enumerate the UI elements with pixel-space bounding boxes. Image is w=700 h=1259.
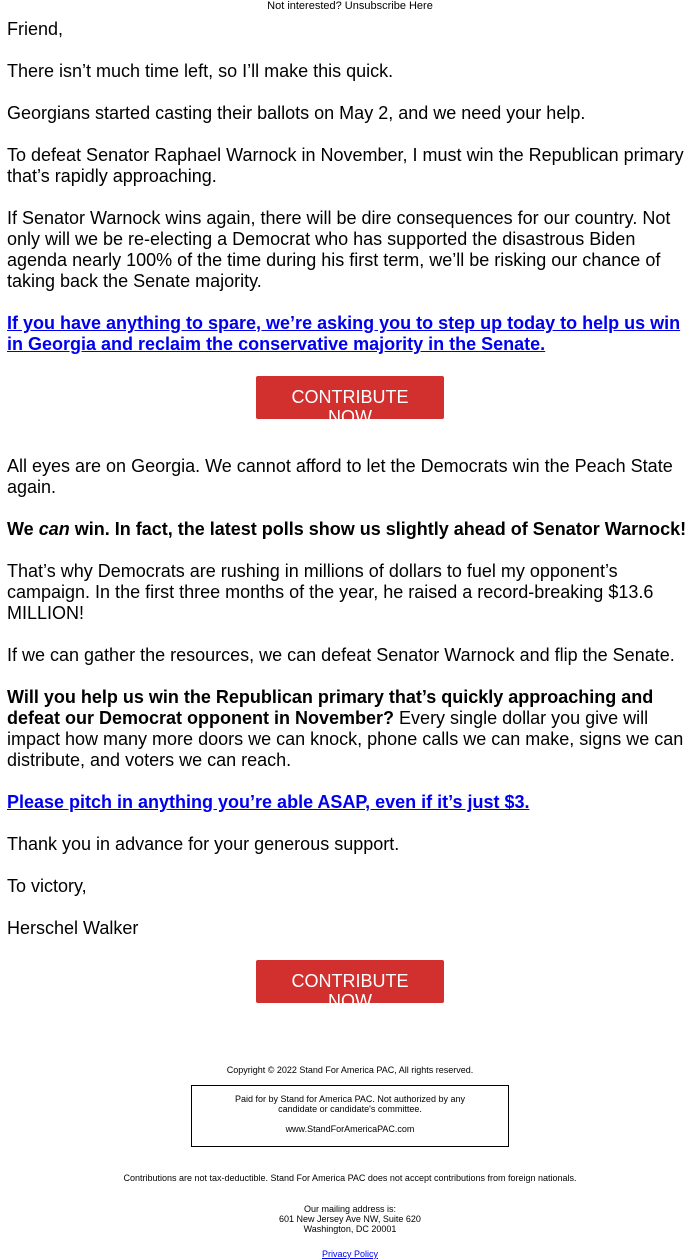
paid-line-2: candidate or candidate's committee. xyxy=(278,1104,422,1114)
paragraph-4: If Senator Warnock wins again, there will be dire consequences for our country. Not only will we be re-electing a Democrat who has supported the disastrous Biden agenda nearly 100% of the time during his first term, we’ll be risking our chance of taking back the Senate majority. xyxy=(7,208,671,291)
paragraph-9-bold: Will you help us win the Republican primary that’s quickly approaching and defeat our Democrat opponent in November? xyxy=(7,687,654,728)
paid-for-box xyxy=(191,1085,509,1147)
signature: Herschel Walker xyxy=(7,918,139,938)
cta-container-2 xyxy=(7,960,693,1012)
donate-link-paragraph-1 xyxy=(7,313,693,355)
paragraph-7: That’s why Democrats are rushing in millions of dollars to fuel my opponent’s campaign. In the first three months of the year, he raised a record-breaking $13.6 MILLION! xyxy=(7,561,654,623)
cta-container-1 xyxy=(7,376,693,428)
paragraph-1: There isn’t much time left, so I’ll make this quick. xyxy=(7,61,394,81)
paragraph-6-rest: win. In fact, the latest polls show us slightly ahead of Senator Warnock! xyxy=(69,519,687,539)
closing: To victory, xyxy=(7,876,87,896)
paragraph-5: All eyes are on Georgia. We cannot afford to let the Democrats win the Peach State again. xyxy=(7,456,673,497)
address-line-1: 601 New Jersey Ave NW, Suite 620 xyxy=(279,1214,421,1224)
paragraph-6-we: We xyxy=(7,519,39,539)
paragraph-3: To defeat Senator Raphael Warnock in November, I must win the Republican primary that’s rapidly approaching. xyxy=(7,145,684,186)
paragraph-9-rest: Every single dollar you give will impact how many more doors we can knock, phone calls we can make, signs we can distribute, and voters we can reach. xyxy=(7,708,684,770)
paragraph-6 xyxy=(7,519,693,540)
donate-link-paragraph-2 xyxy=(7,792,693,813)
paid-url: www.StandForAmericaPAC.com xyxy=(285,1124,415,1134)
contribute-now-button-2[interactable]: CONTRIBUTE NOW xyxy=(256,960,444,1003)
paragraph-6-can: can xyxy=(38,519,70,539)
donate-link-1[interactable]: If you have anything to spare, we’re asking you to step up today to help us win in Georgia and reclaim the conservative majority in the Senate. xyxy=(7,313,681,354)
disclaimer: Contributions are not tax-deductible. Stand For America PAC does not accept contributions from foreign nationals. xyxy=(123,1173,577,1183)
paragraph-2: Georgians started casting their ballots on May 2, and we need your help. xyxy=(7,103,586,123)
donate-link-2[interactable]: Please pitch in anything you’re able ASAP, even if it’s just $3. xyxy=(7,792,530,812)
contribute-now-button-1[interactable]: CONTRIBUTE NOW xyxy=(256,376,444,419)
privacy-policy-link[interactable]: Privacy Policy xyxy=(321,1249,378,1259)
address-line-2: Washington, DC 20001 xyxy=(303,1224,397,1234)
footer xyxy=(0,1065,700,1259)
paid-line-1: Paid for by Stand for America PAC. Not authorized by any xyxy=(235,1094,465,1104)
copyright: Copyright © 2022 Stand For America PAC, All rights reserved. xyxy=(226,1065,474,1075)
unsubscribe-link[interactable]: Not interested? Unsubscribe Here xyxy=(267,0,433,12)
paragraph-9 xyxy=(7,687,693,771)
email-body xyxy=(0,19,700,1012)
greeting: Friend, xyxy=(7,19,64,39)
paragraph-10: Thank you in advance for your generous support. xyxy=(7,834,400,854)
address-label: Our mailing address is: xyxy=(303,1204,397,1214)
paragraph-8: If we can gather the resources, we can defeat Senator Warnock and flip the Senate. xyxy=(7,645,675,665)
